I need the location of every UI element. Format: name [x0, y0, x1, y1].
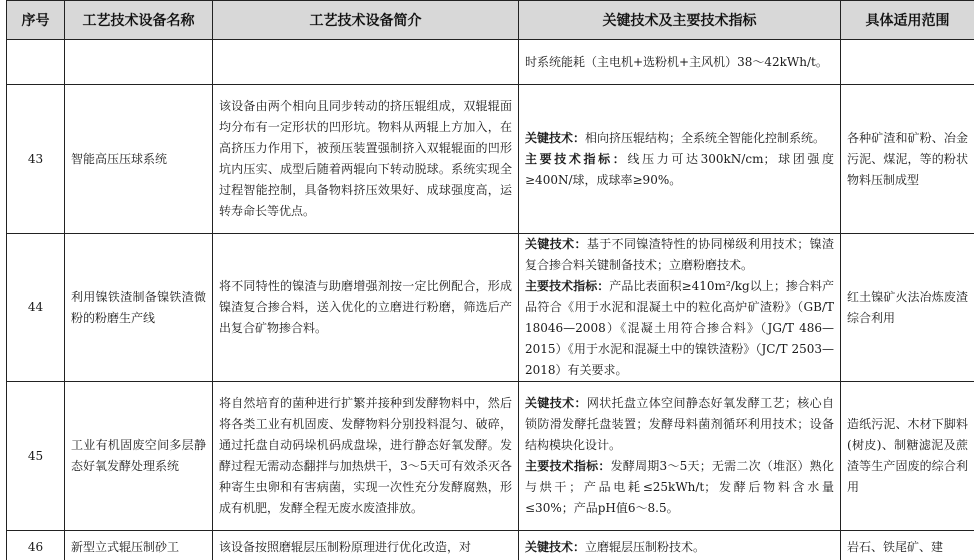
cell-desc: 该设备按照磨辊层压制粉原理进行优化改造，对	[213, 531, 519, 560]
table-header-row	[7, 1, 975, 40]
cell-name: 新型立式辊压制砂工	[65, 531, 213, 560]
key-technology	[525, 393, 834, 456]
key-technology	[525, 234, 834, 276]
key-technology	[525, 128, 834, 149]
main-index-value: 发酵周期3～5天；无需二次（堆沤）熟化与烘干；产品电耗≤25kWh/t；发酵后物料含水量≤30%；产品pH值6～8.5。	[525, 459, 834, 515]
table-row-continued	[7, 40, 975, 85]
cell-scope: 造纸污泥、木材下脚料(树皮)、制糖滤泥及蔗渣等生产固废的综合利用	[841, 382, 975, 531]
key-technology-value: 立磨辊层压制粉技术。	[585, 540, 706, 554]
table-row	[7, 382, 975, 531]
document-page	[6, 0, 974, 560]
cell-key: 时系统能耗（主电机+选粉机+主风机）38～42kWh/t。	[519, 40, 841, 85]
main-index-value: 产品比表面积≥410m²/kg以上；掺合料产品符合《用于水泥和混凝土中的粒化高炉矿渣粉》（GB/T 18046—2008）《混凝土用符合掺合料》（JG/T 486—2015）《用于水泥和混凝土中的镍铁渣粉》（JC/T 2503—2018）有关要求。	[525, 279, 834, 377]
cell-no: 44	[7, 234, 65, 382]
key-technology	[525, 537, 834, 558]
cell-desc	[213, 40, 519, 85]
header-key: 关键技术及主要技术指标	[519, 1, 841, 40]
cell-key	[519, 382, 841, 531]
main-index-label: 主要技术指标：	[525, 279, 610, 293]
table-row	[7, 531, 975, 560]
cell-name: 利用镍铁渣制备镍铁渣微粉的粉磨生产线	[65, 234, 213, 382]
cell-no: 43	[7, 85, 65, 234]
cell-key	[519, 531, 841, 560]
main-index-label: 主要技术指标：	[525, 151, 628, 166]
cell-name: 智能高压压球系统	[65, 85, 213, 234]
key-technology-value: 基于不同镍渣特性的协同梯级利用技术；镍渣复合掺合料关键制备技术；立磨粉磨技术。	[525, 237, 834, 272]
key-technology-label: 关键技术：	[525, 237, 587, 251]
table-row	[7, 234, 975, 382]
main-index-value: 线压力可达300kN/cm；球团强度≥400N/球，成球率≥90%。	[525, 151, 834, 187]
key-technology-value: 相向挤压辊结构；全系统全智能化控制系统。	[585, 130, 826, 145]
cell-no	[7, 40, 65, 85]
main-index	[525, 149, 834, 191]
cell-scope: 各种矿渣和矿粉、冶金污泥、煤泥，等的粉状物料压制成型	[841, 85, 975, 234]
header-scope: 具体适用范围	[841, 1, 975, 40]
cell-no: 45	[7, 382, 65, 531]
key-technology-value: 网状托盘立体空间静态好氧发酵工艺；核心自锁防滑发酵托盘装置；发酵母料菌剂循环利用技术；设备结构模块化设计。	[525, 396, 834, 452]
cell-scope: 红土镍矿火法冶炼废渣综合利用	[841, 234, 975, 382]
cell-name	[65, 40, 213, 85]
main-index-label: 主要技术指标：	[525, 459, 611, 473]
cell-desc: 将不同特性的镍渣与助磨增强剂按一定比例配合，形成镍渣复合掺合料，送入优化的立磨进行粉磨，筛选后产出复合矿物掺合料。	[213, 234, 519, 382]
key-technology-label: 关键技术：	[525, 396, 587, 410]
header-no: 序号	[7, 1, 65, 40]
cell-desc: 该设备由两个相向且同步转动的挤压辊组成，双辊辊面均分布有一定形状的凹形坑。物料从两辊上方加入，在高挤压力作用下，被预压装置强制挤入双辊辊面的凹形坑内压实、成型后随着两辊向下转动脱球。系统实现全过程智能控制，具备物料挤压效果好、成球强度高，运转寿命长等优点。	[213, 85, 519, 234]
main-index	[525, 276, 834, 381]
cell-no: 46	[7, 531, 65, 560]
cell-scope: 岩石、铁尾矿、建	[841, 531, 975, 560]
table-row	[7, 85, 975, 234]
cell-scope	[841, 40, 975, 85]
header-desc: 工艺技术设备简介	[213, 1, 519, 40]
key-technology-label: 关键技术：	[525, 130, 586, 145]
main-index	[525, 456, 834, 519]
cell-key	[519, 234, 841, 382]
header-name: 工艺技术设备名称	[65, 1, 213, 40]
key-technology-label: 关键技术：	[525, 540, 586, 554]
cell-key	[519, 85, 841, 234]
cell-name: 工业有机固废空间多层静态好氧发酵处理系统	[65, 382, 213, 531]
technology-table	[6, 0, 974, 560]
cell-desc: 将自然培育的菌种进行扩繁并接种到发酵物料中，然后将各类工业有机固废、发酵物料分别投料混匀、破碎，通过托盘自动码垛机码成盘垛，进行静态好氧发酵。发酵过程无需动态翻拌与加热烘干，3～5天可有效杀灭各种寄生虫卵和有害病菌，实现一次性充分发酵腐熟，形成有机肥，发酵全程无废水废渣排放。	[213, 382, 519, 531]
